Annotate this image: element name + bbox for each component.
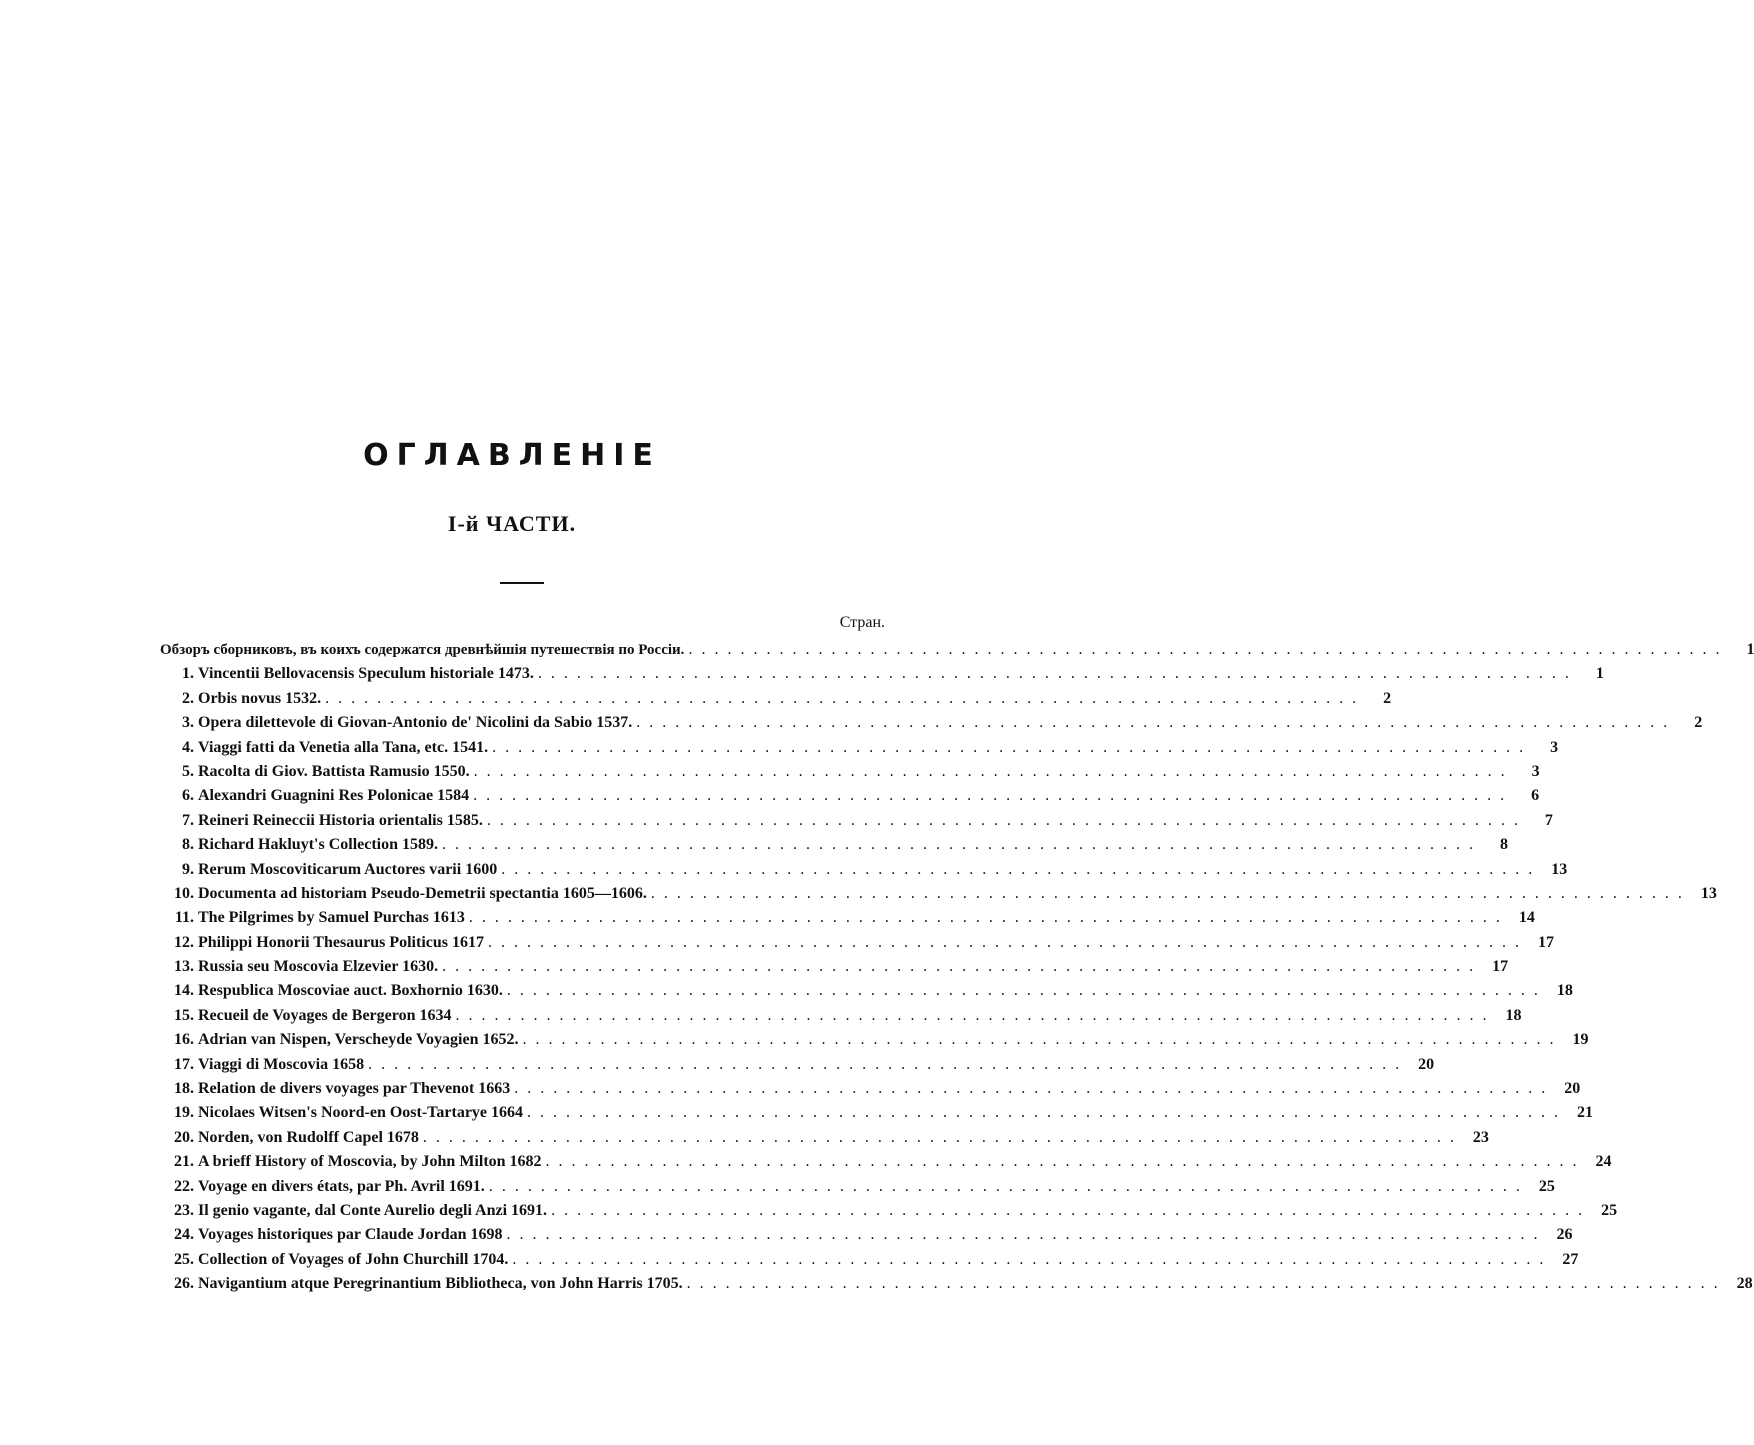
dot-leader: ................................................................................ [650, 884, 1691, 902]
toc-entry-text: Vincentii Bellovacensis Speculum historiale 1473. [198, 665, 534, 683]
dot-leader: ................................................................................ [506, 982, 1547, 1000]
toc-entry-page: 23 [1472, 1128, 1489, 1146]
toc-entry-number: 7. [182, 811, 194, 829]
toc-entry-row [160, 1053, 1435, 1077]
toc-entry-page: 21 [1577, 1104, 1594, 1122]
dot-leader: ................................................................................ [442, 836, 1483, 854]
toc-entry-page: 18 [1556, 982, 1573, 1000]
toc-entry-text: Norden, von Rudolff Capel 1678 [198, 1128, 419, 1146]
toc-entry-row [160, 833, 1509, 857]
toc-entry-number: 15. [174, 1006, 194, 1024]
toc-entry-page: 27 [1562, 1250, 1579, 1268]
dot-leader: ................................................................................ [636, 714, 1677, 732]
toc-entry-row [160, 882, 1717, 906]
toc-entry-page: 3 [1550, 738, 1559, 756]
divider [500, 582, 544, 584]
toc-entry-number: 16. [174, 1031, 194, 1049]
toc-entry-number: 26. [174, 1275, 194, 1293]
toc-entry-text: Racolta di Giov. Battista Ramusio 1550. [198, 762, 470, 780]
toc-entry-row [160, 1199, 1618, 1223]
toc-entry-number: 22. [174, 1177, 194, 1195]
toc-entry-row [160, 662, 1604, 686]
toc-entry-row [160, 1126, 1489, 1150]
dot-leader: ................................................................................ [487, 933, 1528, 951]
toc-entry-page: 19 [1572, 1031, 1589, 1049]
toc-entry-text: Respublica Moscoviae auct. Boxhornio 1630. [198, 982, 503, 1000]
toc-entry-text: Russia seu Moscovia Elzevier 1630. [198, 958, 439, 976]
toc-entry-page: 17 [1492, 958, 1509, 976]
toc-entry-row [160, 1028, 1589, 1052]
dot-leader: ................................................................................ [506, 1226, 1547, 1244]
toc-entry-row [160, 760, 1540, 784]
dot-leader: ................................................................................ [492, 738, 1533, 756]
toc-entry-text: Recueil de Voyages de Bergeron 1634 [198, 1006, 452, 1024]
toc-entry-text: A brieff History of Moscovia, by John Milton 1682 [198, 1153, 542, 1171]
toc-entry-page: 1 [1746, 641, 1754, 658]
toc-entry-text: Opera dilettevole di Giovan-Antonio de' Nicolini da Sabio 1537. [198, 714, 633, 732]
toc-entry-row [160, 1248, 1579, 1272]
toc-entry-text: Richard Hakluyt's Collection 1589. [198, 836, 439, 854]
toc-entry-page: 20 [1418, 1055, 1435, 1073]
toc-entry-row [160, 784, 1540, 808]
toc-entry-number: 4. [182, 738, 194, 756]
toc-entry-page: 13 [1700, 884, 1717, 902]
page-title: ОГЛАВЛЕНІЕ [363, 438, 661, 473]
toc-entry-row [160, 1175, 1555, 1199]
dot-leader: ................................................................................ [486, 811, 1527, 829]
toc-entry-page: 17 [1537, 933, 1554, 951]
dot-leader: ................................................................................ [688, 641, 1729, 658]
toc-entry-text: Reineri Reineccii Historia orientalis 1585. [198, 811, 483, 829]
toc-entries [160, 662, 1753, 1296]
dot-leader: ................................................................................ [473, 762, 1514, 780]
toc-entry-page: 3 [1531, 762, 1540, 780]
dot-leader: ................................................................................ [488, 1177, 1529, 1195]
toc-entry-number: 3. [182, 714, 194, 732]
toc-entry-row [160, 711, 1703, 735]
dot-leader: ................................................................................ [545, 1153, 1586, 1171]
toc-entry-number: 13. [174, 958, 194, 976]
toc-entry-text: Documenta ad historiam Pseudo-Demetrii spectantia 1605—1606. [198, 884, 647, 902]
toc-entry-text: Viaggi fatti da Venetia alla Tana, etc. 1541. [198, 738, 489, 756]
dot-leader: ................................................................................ [501, 860, 1542, 878]
toc-entry-page: 26 [1556, 1226, 1573, 1244]
toc-entry-page: 14 [1518, 909, 1535, 927]
toc-entry-page: 8 [1500, 836, 1509, 854]
page-column-header: Стран. [839, 614, 885, 631]
dot-leader: ................................................................................ [468, 909, 1509, 927]
toc-entry-row [160, 1150, 1612, 1174]
toc-entry-page: 13 [1551, 860, 1568, 878]
toc-entry-number: 2. [182, 689, 194, 707]
toc-entry-number: 12. [174, 933, 194, 951]
dot-leader: ................................................................................ [512, 1250, 1553, 1268]
toc-entry-row [160, 687, 1392, 711]
toc-entry-text: Обзоръ сборниковъ, въ коихъ содержатся древнѣйшія путешествія по Россіи. [160, 642, 685, 658]
toc-entry-number: 1. [182, 665, 194, 683]
toc-entry-page: 18 [1505, 1006, 1522, 1024]
toc-entry-text: Collection of Voyages of John Churchill 1704. [198, 1250, 509, 1268]
toc-entry-page: 25 [1601, 1201, 1618, 1219]
toc-entry-text: Alexandri Guagnini Res Polonicae 1584 [198, 787, 470, 805]
toc-entry-number: 11. [174, 909, 194, 927]
toc-entry-row [160, 736, 1559, 760]
toc-entry-row [160, 906, 1535, 930]
toc-entry-page: 7 [1544, 811, 1553, 829]
toc-entry-number: 21. [174, 1153, 194, 1171]
toc-entry-row [160, 955, 1509, 979]
toc-entry-number: 5. [182, 762, 194, 780]
toc-entry-text: Viaggi di Moscovia 1658 [198, 1055, 365, 1073]
toc-entry-row [160, 979, 1573, 1003]
dot-leader: ................................................................................ [514, 1080, 1555, 1098]
toc-intro-row [160, 638, 1754, 662]
toc-entry-row [160, 1077, 1581, 1101]
toc-entry-text: Voyages historiques par Claude Jordan 1698 [198, 1226, 503, 1244]
toc-entry-number: 8. [182, 836, 194, 854]
toc-entry-text: Adrian van Nispen, Verscheyde Voyagien 1652. [198, 1031, 519, 1049]
toc-entry-page: 24 [1595, 1153, 1612, 1171]
toc-entry-row [160, 809, 1553, 833]
toc-entry-number: 9. [182, 860, 194, 878]
toc-entry-page: 2 [1694, 714, 1703, 732]
toc-entry-text: The Pilgrimes by Samuel Purchas 1613 [198, 909, 465, 927]
toc-entry-page: 20 [1564, 1080, 1581, 1098]
toc-entry-row [160, 1272, 1753, 1296]
toc-entry-page: 2 [1383, 689, 1392, 707]
toc-entry-page: 6 [1531, 787, 1540, 805]
toc-entry-text: Nicolaes Witsen's Noord-en Oost-Tartarye 1664 [198, 1104, 524, 1122]
table-of-contents [160, 614, 1754, 1297]
toc-entry-number: 18. [174, 1080, 194, 1098]
toc-entry-row [160, 858, 1568, 882]
toc-entry-number: 6. [182, 787, 194, 805]
toc-entry-number: 10. [174, 884, 194, 902]
toc-entry-page: 28 [1736, 1275, 1753, 1293]
toc-entry-text: Voyage en divers états, par Ph. Avril 1691. [198, 1177, 485, 1195]
toc-entry-text: Rerum Moscoviticarum Auctores varii 1600 [198, 860, 498, 878]
dot-leader: ................................................................................ [527, 1104, 1568, 1122]
dot-leader: ................................................................................ [325, 689, 1366, 707]
toc-entry-row [160, 931, 1554, 955]
dot-leader: ................................................................................ [537, 665, 1578, 683]
dot-leader: ................................................................................ [551, 1201, 1592, 1219]
toc-entry-text: Navigantium atque Peregrinantium Bibliotheca, von John Harris 1705. [198, 1275, 683, 1293]
toc-entry-text: Orbis novus 1532. [198, 689, 322, 707]
toc-entry-number: 23. [174, 1201, 194, 1219]
toc-entry-number: 25. [174, 1250, 194, 1268]
page-subtitle: І-й ЧАСТИ. [447, 511, 577, 536]
toc-entry-page: 25 [1538, 1177, 1555, 1195]
toc-entry-text: Philippi Honorii Thesaurus Politicus 1617 [198, 933, 484, 951]
dot-leader: ................................................................................ [455, 1006, 1496, 1024]
toc-entry-row [160, 1101, 1594, 1125]
toc-entry-row [160, 1223, 1573, 1247]
toc-entry-text: Il genio vagante, dal Conte Aurelio degli Anzi 1691. [198, 1201, 548, 1219]
dot-leader: ................................................................................ [422, 1128, 1463, 1146]
dot-leader: ................................................................................ [522, 1031, 1563, 1049]
toc-entry-number: 17. [174, 1055, 194, 1073]
toc-entry-number: 19. [174, 1104, 194, 1122]
toc-entry-row [160, 1004, 1522, 1028]
toc-entry-page: 1 [1595, 665, 1604, 683]
toc-entry-number: 14. [174, 982, 194, 1000]
dot-leader: ................................................................................ [473, 787, 1514, 805]
dot-leader: ................................................................................ [686, 1275, 1727, 1293]
toc-entry-number: 24. [174, 1226, 194, 1244]
dot-leader: ................................................................................ [368, 1055, 1409, 1073]
toc-entry-text: Relation de divers voyages par Thevenot 1663 [198, 1080, 511, 1098]
dot-leader: ................................................................................ [442, 958, 1483, 976]
toc-entry-number: 20. [174, 1128, 194, 1146]
